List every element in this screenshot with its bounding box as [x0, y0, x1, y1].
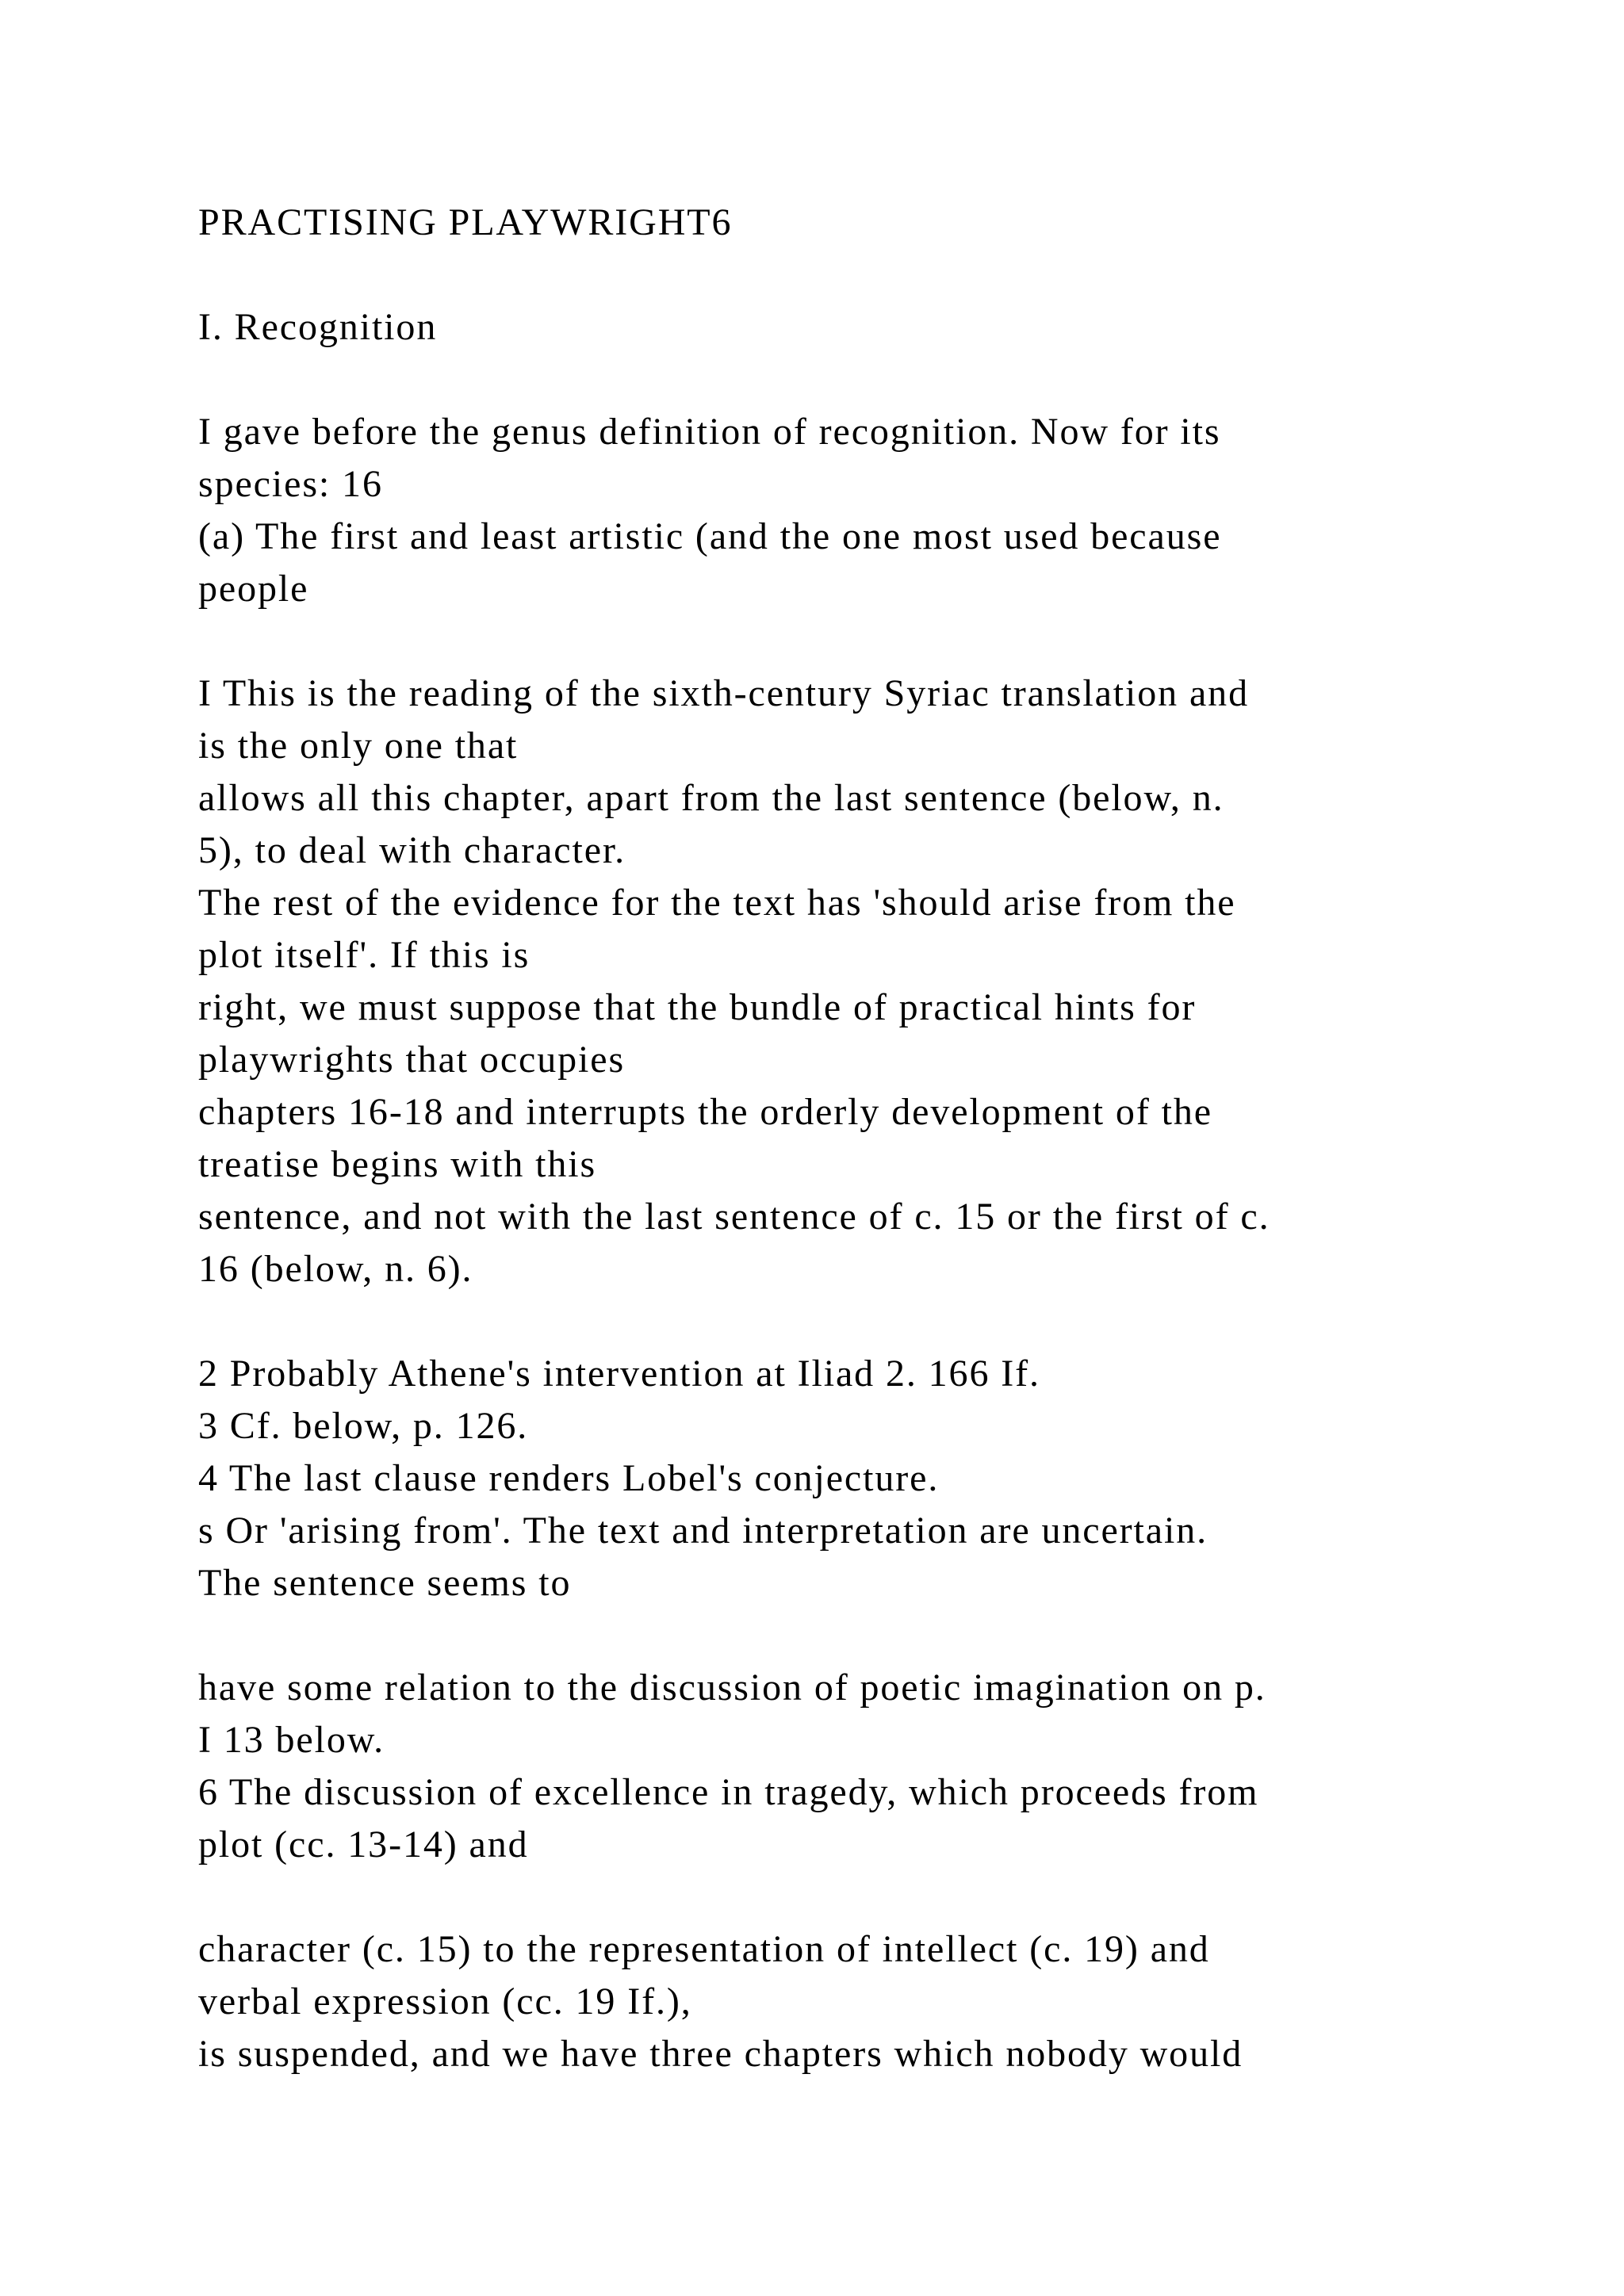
blank-line — [198, 1609, 1499, 1662]
footnote-line: I This is the reading of the sixth-century Syriac translation and — [198, 672, 1249, 714]
blank-line — [198, 1871, 1499, 1923]
footnote-line: playwrights that occupies — [198, 1039, 626, 1081]
blank-line — [198, 1295, 1499, 1348]
footnote-line: I 13 below. — [198, 1719, 385, 1761]
footnote-line: treatise begins with this — [198, 1143, 597, 1185]
text-line: species: 16 — [198, 463, 383, 505]
footnote-line: chapters 16-18 and interrupts the orderly development of the — [198, 1091, 1212, 1133]
footnote-line: have some relation to the discussion of poetic imagination on p. — [198, 1667, 1266, 1709]
text-line: I gave before the genus definition of recognition. Now for its — [198, 411, 1221, 453]
section-heading: I. Recognition — [198, 306, 438, 348]
footnote-line: 5), to deal with character. — [198, 829, 626, 871]
document-body — [198, 197, 1499, 2080]
footnote-line: 16 (below, n. 6). — [198, 1248, 473, 1290]
footnote-line: right, we must suppose that the bundle of practical hints for — [198, 986, 1197, 1028]
footnote-line: s Or 'arising from'. The text and interpretation are uncertain. — [198, 1510, 1208, 1552]
footnote-line: 6 The discussion of excellence in tragedy, which proceeds from — [198, 1771, 1259, 1813]
blank-line — [198, 615, 1499, 668]
footnote-line: sentence, and not with the last sentence of c. 15 or the first of c. — [198, 1196, 1270, 1238]
blank-line — [198, 354, 1499, 406]
footnote-line: verbal expression (cc. 19 If.), — [198, 1980, 692, 2022]
footnote-line: plot itself'. If this is — [198, 934, 530, 976]
footnote-line: 2 Probably Athene's intervention at Iliad 2. 166 If. — [198, 1353, 1040, 1395]
footnote-line: character (c. 15) to the representation of intellect (c. 19) and — [198, 1928, 1210, 1970]
footnote-line: The rest of the evidence for the text has 'should arise from the — [198, 882, 1236, 924]
footnote-line: is the only one that — [198, 725, 519, 767]
footnote-line: is suspended, and we have three chapters which nobody would — [198, 2033, 1243, 2075]
footnote-line: plot (cc. 13-14) and — [198, 1823, 529, 1866]
footnote-line: 4 The last clause renders Lobel's conjecture. — [198, 1457, 940, 1499]
text-line: people — [198, 568, 309, 610]
document-header: PRACTISING PLAYWRIGHT6 — [198, 201, 733, 243]
footnote-line: allows all this chapter, apart from the last sentence (below, n. — [198, 777, 1224, 819]
blank-line — [198, 249, 1499, 301]
footnote-line: 3 Cf. below, p. 126. — [198, 1405, 529, 1447]
text-line: (a) The first and least artistic (and the one most used because — [198, 515, 1222, 557]
footnote-line: The sentence seems to — [198, 1562, 572, 1604]
